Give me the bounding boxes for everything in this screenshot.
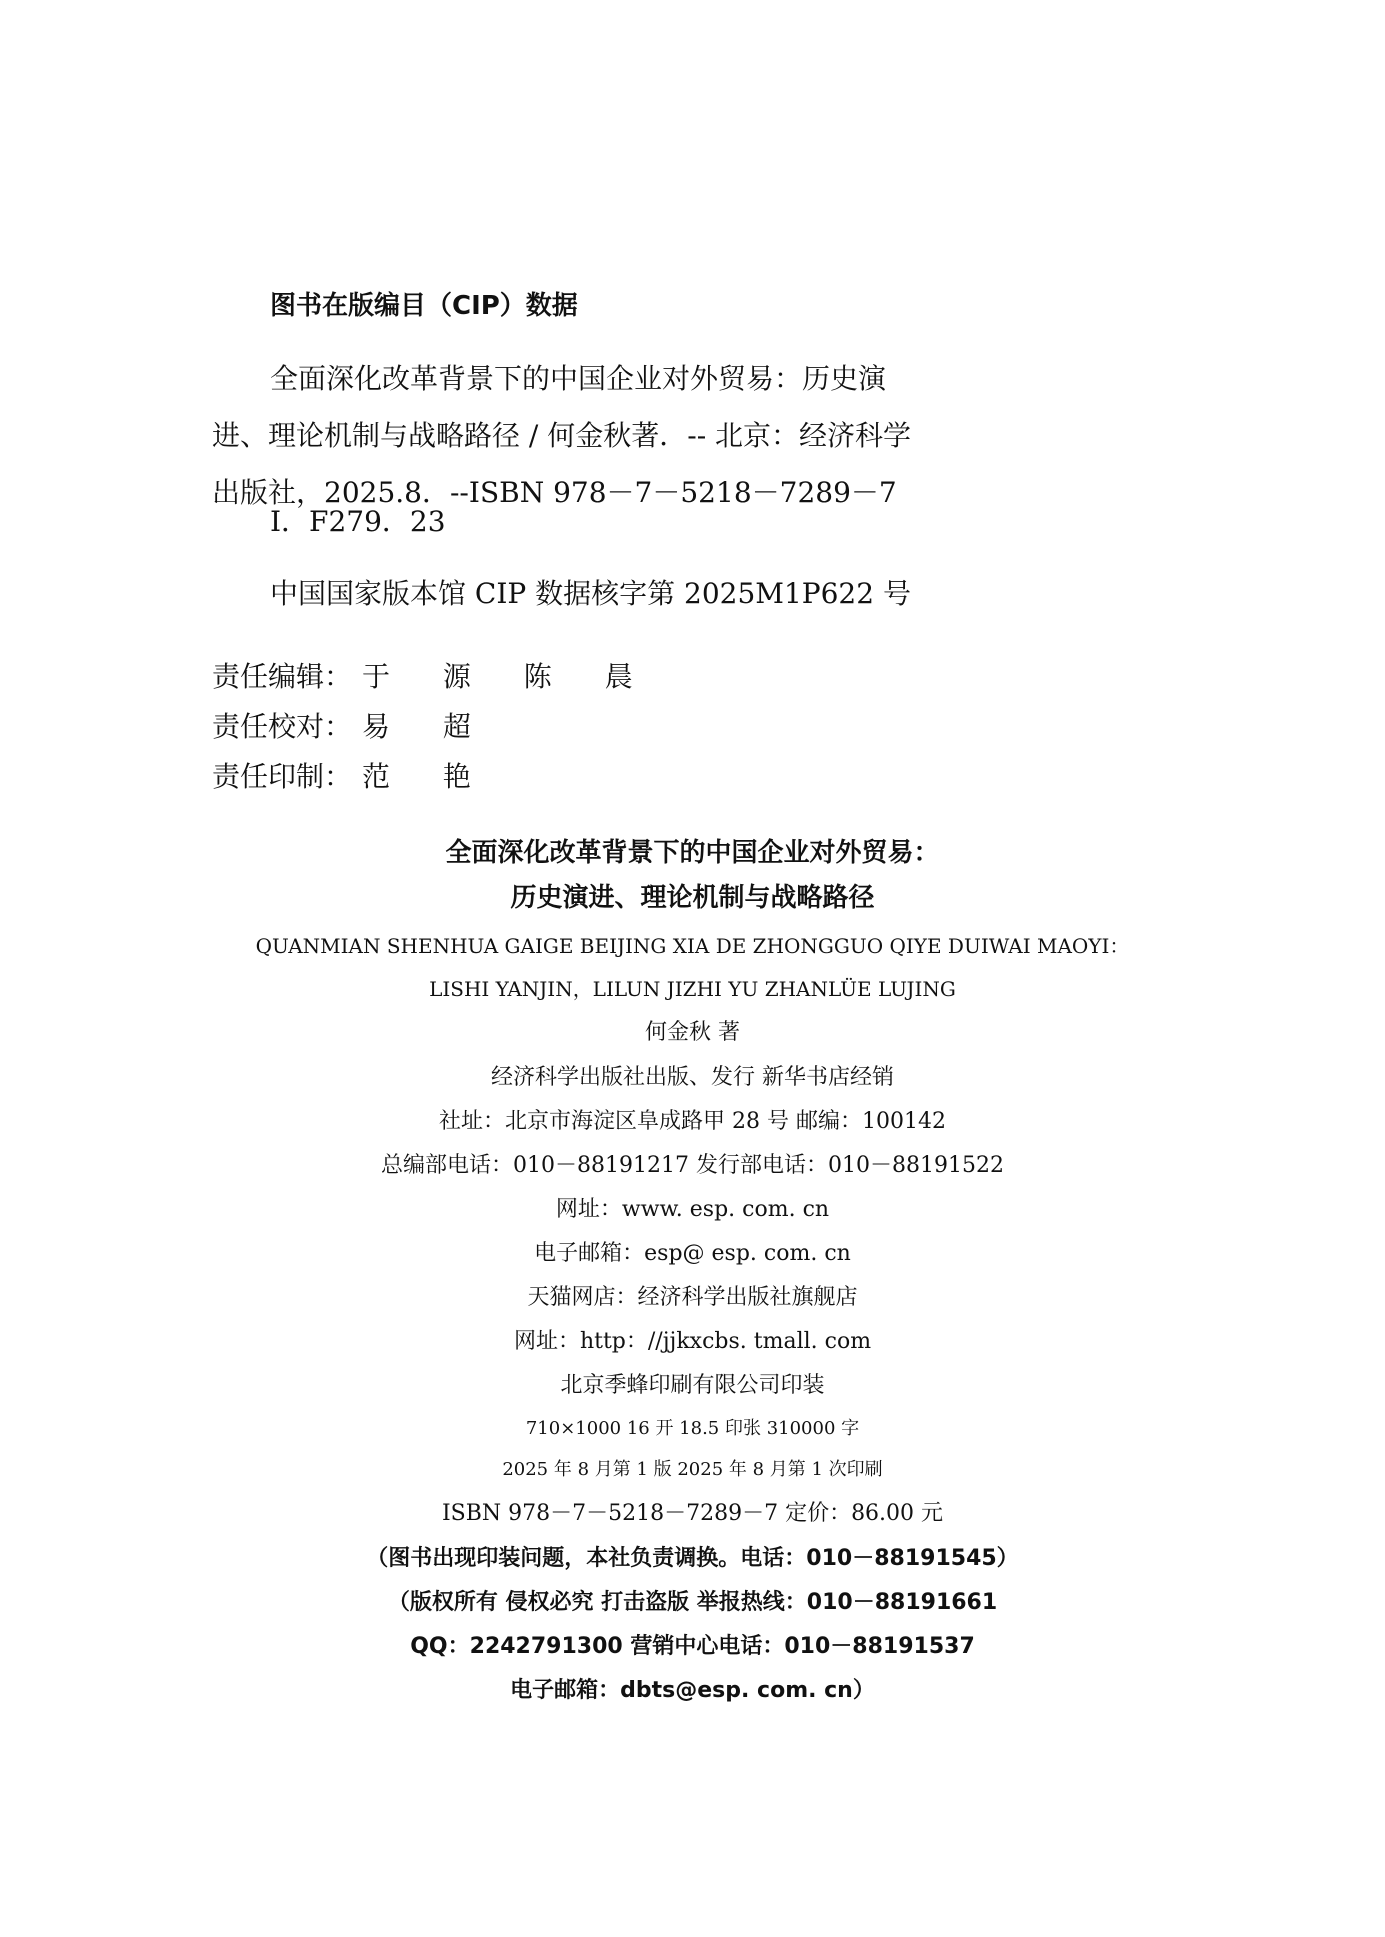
notice-email: 电子邮箱：dbts@esp. com. cn） xyxy=(510,1678,875,1703)
staff-role: 责任编辑： xyxy=(212,660,353,693)
notice-contact: QQ：2242791300 营销中心电话：010－88191537 xyxy=(410,1634,975,1659)
cip-heading: 图书在版编目（CIP）数据 xyxy=(270,291,578,321)
staff-names: 于 源 陈 晨 xyxy=(362,660,655,693)
isbn-price: ISBN 978－7－5218－7289－7 定价：86.00 元 xyxy=(441,1501,944,1526)
notice-copyright: （版权所有 侵权必究 打击盗版 举报热线：010－88191661 xyxy=(387,1590,998,1615)
pinyin-title-line1: QUANMIAN SHENHUA GAIGE BEIJING XIA DE ZHONGGUO QIYE DUIWAI MAOYI： xyxy=(255,934,1130,958)
website: 网址：www. esp. com. cn xyxy=(555,1197,830,1222)
cip-approval-number: 中国国家版本馆 CIP 数据核字第 2025M1P622 号 xyxy=(270,577,911,610)
phones: 总编部电话：010－88191217 发行部电话：010－88191522 xyxy=(381,1153,1004,1178)
notice-quality: （图书出现印装问题，本社负责调换。电话：010－88191545） xyxy=(366,1546,1019,1571)
tmall-url: 网址：http：//jjkxcbs. tmall. com xyxy=(513,1329,872,1354)
format-info: 710×1000 16 开 18.5 印张 310000 字 xyxy=(525,1418,860,1439)
staff-role: 责任印制： xyxy=(212,760,353,793)
pinyin-title-line2: LISHI YANJIN，LILUN JIZHI YU ZHANLÜE LUJING xyxy=(429,977,956,1001)
staff-role: 责任校对： xyxy=(212,710,353,743)
tmall-store: 天猫网店：经济科学出版社旗舰店 xyxy=(527,1285,858,1310)
staff-names: 范 艳 xyxy=(362,760,493,793)
email: 电子邮箱：esp@ esp. com. cn xyxy=(534,1241,851,1266)
publisher: 经济科学出版社出版、发行 新华书店经销 xyxy=(491,1065,894,1090)
cip-record: 全面深化改革背景下的中国企业对外贸易：历史演进、理论机制与战略路径 / 何金秋著．-- 北京：经济科学出版社，2025.8．--ISBN 978－7－5218－7289－7 xyxy=(212,362,912,509)
book-title-line1: 全面深化改革背景下的中国企业对外贸易： xyxy=(445,838,940,868)
staff-names: 易 超 xyxy=(362,710,493,743)
printer: 北京季蜂印刷有限公司印装 xyxy=(560,1373,825,1398)
address: 社址：北京市海淀区阜成路甲 28 号 邮编：100142 xyxy=(439,1109,946,1134)
book-title-line2: 历史演进、理论机制与战略路径 xyxy=(510,883,875,913)
edition-info: 2025 年 8 月第 1 版 2025 年 8 月第 1 次印刷 xyxy=(502,1459,883,1480)
cip-classification: Ⅰ．F279．23 xyxy=(270,505,446,538)
author: 何金秋 著 xyxy=(645,1020,740,1045)
